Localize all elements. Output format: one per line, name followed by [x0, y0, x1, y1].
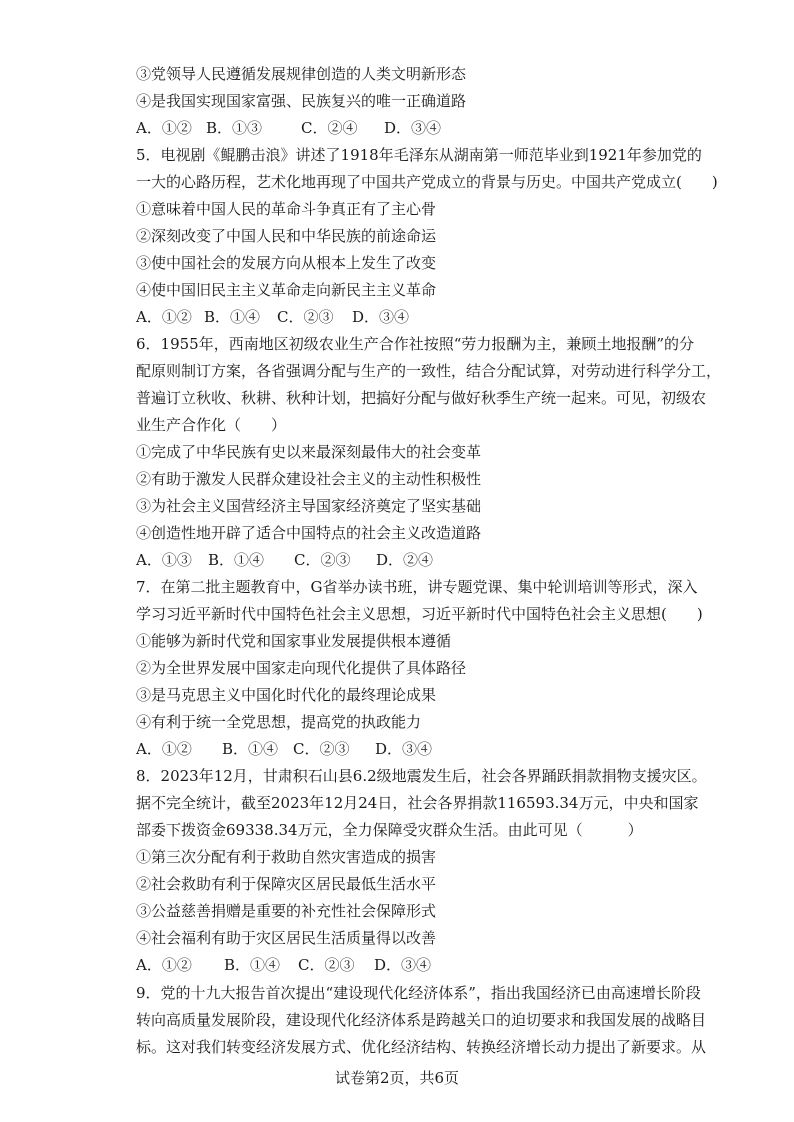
question-stem: 学习习近平新时代中国特色社会主义思想，习近平新时代中国特色社会主义思想( ) — [136, 605, 703, 623]
option-c: C．②③ — [298, 956, 355, 974]
option-b: B．①④ — [222, 740, 279, 758]
question-stem: 业生产合作化（ ） — [136, 416, 287, 434]
statement-item: ④社会福利有助于灾区居民生活质量得以改善 — [136, 929, 437, 947]
option-b: B．①④ — [224, 956, 281, 974]
statement-item: ③为社会主义国营经济主导国家经济奠定了坚实基础 — [136, 497, 482, 515]
option-d: D．③④ — [384, 119, 442, 137]
question-stem: 配原则制订方案，各省强调分配与生产的一致性，结合分配试算，对劳动进行科学分工， — [136, 362, 722, 380]
question-stem: 5．电视剧《鲲鹏击浪》讲述了1918年毛泽东从湖南第一师范毕业到1921年参加党的 — [136, 146, 702, 164]
statement-item: ③党领导人民遵循发展规律创造的人类文明新形态 — [136, 65, 467, 83]
question-stem: 普遍订立秋收、秋耕、秋种计划，把搞好分配与做好秋季生产统一起来。可见，初级农 — [136, 389, 707, 407]
statement-item: ①能够为新时代党和国家事业发展提供根本遵循 — [136, 632, 452, 650]
option-a: A．①② — [136, 119, 192, 137]
option-b: B．①④ — [208, 551, 265, 569]
question-stem: 据不完全统计，截至2023年12月24日，社会各界捐款116593.34万元，中央和国家 — [136, 794, 699, 812]
statement-item: ①意味着中国人民的革命斗争真正有了主心骨 — [136, 200, 437, 218]
statement-item: ②社会救助有利于保障灾区居民最低生活水平 — [136, 875, 437, 893]
question-stem: 一大的心路历程，艺术化地再现了中国共产党成立的背景与历史。中国共产党成立( ) — [136, 173, 718, 191]
option-d: D．③④ — [375, 740, 433, 758]
option-c: C．②③ — [294, 551, 351, 569]
option-c: C．②④ — [301, 119, 358, 137]
statement-item: ④是我国实现国家富强、民族复兴的唯一正确道路 — [136, 92, 467, 110]
statement-item: ③公益慈善捐赠是重要的补充性社会保障形式 — [136, 902, 437, 920]
statement-item: ③是马克思主义中国化时代化的最终理论成果 — [136, 686, 437, 704]
statement-item: ②为全世界发展中国家走向现代化提供了具体路径 — [136, 659, 467, 677]
option-d: D．③④ — [352, 308, 410, 326]
statement-item: ②有助于激发人民群众建设社会主义的主动性积极性 — [136, 470, 482, 488]
question-stem: 8．2023年12月，甘肃积石山县6.2级地震发生后，社会各界踊跃捐款捐物支援灾区。 — [136, 767, 707, 785]
statement-item: ④有利于统一全党思想，提高党的执政能力 — [136, 713, 422, 731]
option-a: A．①③ — [136, 551, 192, 569]
statement-item: ②深刻改变了中国人民和中华民族的前途命运 — [136, 227, 437, 245]
option-c: C．②③ — [277, 308, 334, 326]
question-stem: 6．1955年，西南地区初级农业生产合作社按照“劳力报酬为主，兼顾土地报酬”的分 — [136, 335, 695, 353]
option-a: A．①② — [136, 740, 192, 758]
option-a: A．①② — [136, 956, 192, 974]
statement-item: ④创造性地开辟了适合中国特点的社会主义改造道路 — [136, 524, 482, 542]
statement-item: ①完成了中华民族有史以来最深刻最伟大的社会变革 — [136, 443, 482, 461]
option-b: B．①④ — [204, 308, 261, 326]
question-stem: 标。这对我们转变经济发展方式、优化经济结构、转换经济增长动力提出了新要求。从 — [136, 1038, 707, 1056]
option-b: B．①③ — [206, 119, 263, 137]
option-d: D．②④ — [376, 551, 434, 569]
question-stem: 部委下拨资金69338.34万元，全力保障受灾群众生活。由此可见（ ） — [136, 821, 643, 839]
statement-item: ③使中国社会的发展方向从根本上发生了改变 — [136, 254, 437, 272]
option-a: A．①② — [136, 308, 192, 326]
question-stem: 7．在第二批主题教育中，G省举办读书班，讲专题党课、集中轮训培训等形式，深入 — [136, 578, 698, 596]
option-d: D．③④ — [374, 956, 432, 974]
statement-item: ①第三次分配有利于救助自然灾害造成的损害 — [136, 848, 437, 866]
page-footer: 试卷第2页，共6页 — [334, 1069, 460, 1087]
question-stem: 转向高质量发展阶段，建设现代化经济体系是跨越关口的迫切要求和我国发展的战略目 — [136, 1011, 707, 1029]
option-c: C．②③ — [293, 740, 350, 758]
question-stem: 9．党的十九大报告首次提出“建设现代化经济体系”，指出我国经济已由高速增长阶段 — [136, 984, 701, 1002]
statement-item: ④使中国旧民主主义革命走向新民主主义革命 — [136, 281, 437, 299]
